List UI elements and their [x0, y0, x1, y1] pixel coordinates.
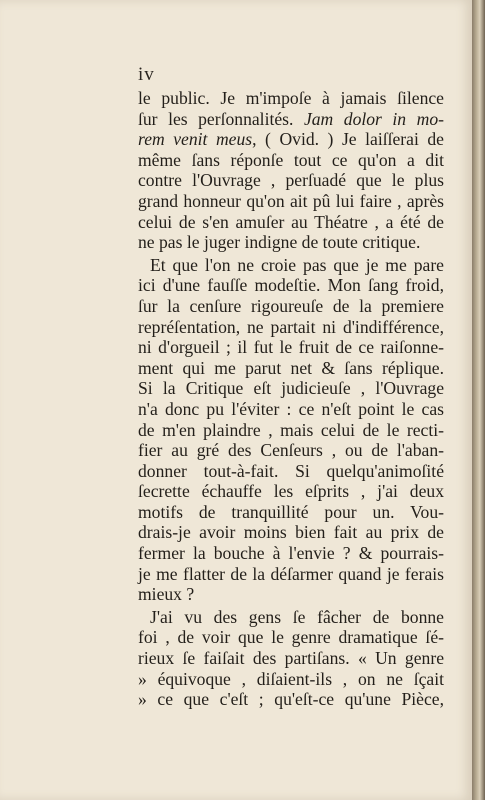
text-line: n'a donc pu l'éviter : ce n'eſt point le cas	[138, 398, 444, 419]
text-line: ſur les perſonnalités. Jam dolor in mo-	[138, 108, 444, 129]
text-line: drais-je avoir moins bien fait au prix de	[138, 522, 444, 543]
text-line: mieux ?	[138, 584, 195, 605]
page-edge	[472, 0, 485, 800]
paragraph-2	[138, 255, 444, 605]
text-line: ici d'une fauſſe modeſtie. Mon ſang froid,	[138, 275, 444, 296]
text-line: J'ai vu des gens ſe fâcher de bonne	[150, 606, 444, 627]
text-line: » équivoque , diſaient-ils , on ne ſçait	[138, 668, 444, 689]
page-number: iv	[138, 64, 155, 85]
text-line: le public. Je m'impoſe à jamais ſilence	[138, 88, 444, 108]
text-line: donner tout-à-fait. Si quelqu'animoſité	[138, 460, 444, 481]
text-line: contre l'Ouvrage , perſuadé que le plus	[138, 170, 444, 191]
text-line: je me flatter de la déſarmer quand je ferais	[138, 563, 444, 584]
text-line: ment qui me parut net & ſans réplique.	[138, 357, 444, 378]
text-line: rem venit meus, ( Ovid. ) Je laiſſerai de	[138, 129, 444, 150]
body-text	[138, 88, 444, 710]
text-line: Et que l'on ne croie pas que je me pare	[150, 254, 444, 275]
text-line: fier au gré des Cenſeurs , ou de l'aban-	[138, 440, 444, 461]
latin-quote: Jam dolor in mo-	[303, 108, 444, 129]
text-line: fermer la bouche à l'envie ? & pourrais-	[138, 543, 444, 564]
text-line: ſur la cenſure rigoureuſe de la premiere	[138, 295, 444, 316]
text-line: ſecrette échauffe les eſprits , j'ai deux	[138, 481, 444, 502]
text-line: repréſentation, ne partait ni d'indifférence,	[138, 316, 444, 337]
text-line: ne pas le juger indigne de toute critique.	[138, 232, 421, 253]
text-line: grand honneur qu'on ait pû lui faire , après	[138, 190, 444, 211]
text-line: ni d'orgueil ; il fut le fruit de ce raiſonne-	[138, 337, 444, 358]
text-line: même ſans réponſe tout ce qu'on a dit	[138, 149, 444, 170]
text-line: rieux ſe faiſait des partiſans. « Un genre	[138, 648, 444, 669]
latin-quote: rem venit meus	[138, 129, 253, 150]
paragraph-1	[138, 88, 444, 253]
text-line: Si la Critique eſt judicieuſe , l'Ouvrage	[138, 378, 444, 399]
paragraph-3	[138, 607, 444, 710]
text-line: celui de s'en amuſer au Théatre , a été de	[138, 211, 444, 232]
text-line: » ce que c'eſt ; qu'eſt-ce qu'une Pièce,	[138, 689, 444, 710]
text-line: motifs de tranquillité pour un. Vou-	[138, 501, 444, 522]
text-line: de m'en plaindre , mais celui de le recti-	[138, 419, 444, 440]
text-line: foi , de voir que le genre dramatique ſé-	[138, 627, 444, 648]
